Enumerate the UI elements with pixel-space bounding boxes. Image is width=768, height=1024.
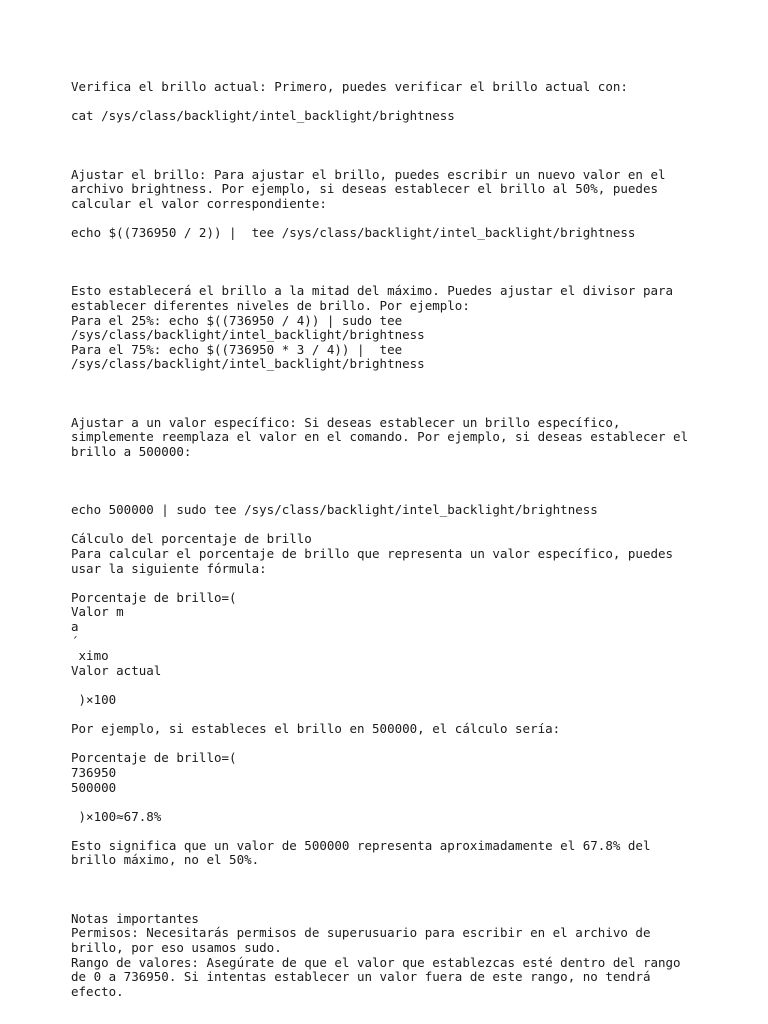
text-line: )×100≈67.8% xyxy=(71,808,162,824)
text-line: 736950 xyxy=(71,764,117,780)
text-line: Para el 25%: echo $((736950 / 4)) | sudo tee xyxy=(71,312,403,328)
text-line xyxy=(71,518,751,533)
text-line xyxy=(71,211,751,226)
text-line: /sys/class/backlight/intel_backlight/brightness xyxy=(71,327,425,343)
text-line xyxy=(71,795,751,810)
text-line xyxy=(71,241,751,256)
text-line: )×100 xyxy=(71,691,117,707)
text-line: Para calcular el porcentaje de brillo que representa un valor específico, puedes xyxy=(71,546,674,561)
text-line: Valor actual xyxy=(71,662,162,678)
text-line: Notas importantes xyxy=(71,910,199,926)
text-line: Rango de valores: Asegúrate de que el valor que establezcas esté dentro del rango xyxy=(71,954,681,970)
text-line xyxy=(71,474,751,489)
text-line xyxy=(71,868,751,883)
text-line xyxy=(71,824,751,839)
text-line: echo 500000 | sudo tee /sys/class/backlight/intel_backlight/brightness xyxy=(71,502,598,518)
text-line: ximo xyxy=(71,648,109,664)
text-line xyxy=(71,124,751,139)
text-line: Esto establecerá el brillo a la mitad del máximo. Puedes ajustar el divisor para xyxy=(71,283,674,299)
text-line: Valor m xyxy=(71,604,124,620)
text-line xyxy=(71,737,751,752)
text-line: Permisos: Necesitarás permisos de superusuario para escribir en el archivo de xyxy=(71,925,651,941)
text-line xyxy=(71,708,751,723)
text-line: Ajustar a un valor específico: Si deseas establecer un brillo específico, xyxy=(71,414,621,430)
text-line: cat /sys/class/backlight/intel_backlight/brightness xyxy=(71,108,455,124)
text-line xyxy=(71,386,751,401)
text-line: simplemente reemplaza el valor en el comando. Por ejemplo, si deseas establecer el xyxy=(71,429,689,445)
text-line xyxy=(71,270,751,285)
text-line: Ajustar el brillo: Para ajustar el brillo, puedes escribir un nuevo valor en el xyxy=(71,166,666,182)
text-line xyxy=(71,678,751,693)
text-line: Porcentaje de brillo=( xyxy=(71,750,237,766)
text-line xyxy=(71,153,751,168)
text-line: brillo máximo, no el 50%. xyxy=(71,852,260,868)
document-body xyxy=(71,80,751,999)
text-line: Cálculo del porcentaje de brillo xyxy=(71,531,312,547)
text-line xyxy=(71,138,751,153)
text-line xyxy=(71,883,751,898)
text-line xyxy=(71,95,751,110)
text-line: Porcentaje de brillo=( xyxy=(71,589,237,605)
text-line: brillo, por eso usamos sudo. xyxy=(71,940,282,956)
text-line: 500000 xyxy=(71,779,117,795)
text-line: Esto significa que un valor de 500000 representa aproximadamente el 67.8% del xyxy=(71,837,651,853)
text-line: usar la siguiente fórmula: xyxy=(71,560,267,576)
text-line xyxy=(71,372,751,387)
text-line: ´ xyxy=(71,633,79,649)
text-line: a xyxy=(71,618,79,634)
text-line: de 0 a 736950. Si intentas establecer un valor fuera de este rango, no tendrá xyxy=(71,969,651,985)
text-line: efecto. xyxy=(71,983,124,999)
text-line xyxy=(71,401,751,416)
text-line xyxy=(71,255,751,270)
text-line xyxy=(71,576,751,591)
text-line: brillo a 500000: xyxy=(71,443,192,459)
text-line: Verifica el brillo actual: Primero, puedes verificar el brillo actual con: xyxy=(71,79,628,94)
text-line: echo $((736950 / 2)) | tee /sys/class/backlight/intel_backlight/brightness xyxy=(71,224,636,240)
text-line: archivo brightness. Por ejemplo, si deseas establecer el brillo al 50%, puedes xyxy=(71,181,658,197)
text-line xyxy=(71,489,751,504)
text-line: /sys/class/backlight/intel_backlight/brightness xyxy=(71,356,425,372)
text-line: establecer diferentes niveles de brillo. Por ejemplo: xyxy=(71,297,470,313)
text-line xyxy=(71,897,751,912)
text-line: Para el 75%: echo $((736950 * 3 / 4)) | tee xyxy=(71,341,403,357)
text-line: calcular el valor correspondiente: xyxy=(71,195,327,211)
text-line: Por ejemplo, si estableces el brillo en 500000, el cálculo sería: xyxy=(71,721,561,737)
text-line xyxy=(71,459,751,474)
